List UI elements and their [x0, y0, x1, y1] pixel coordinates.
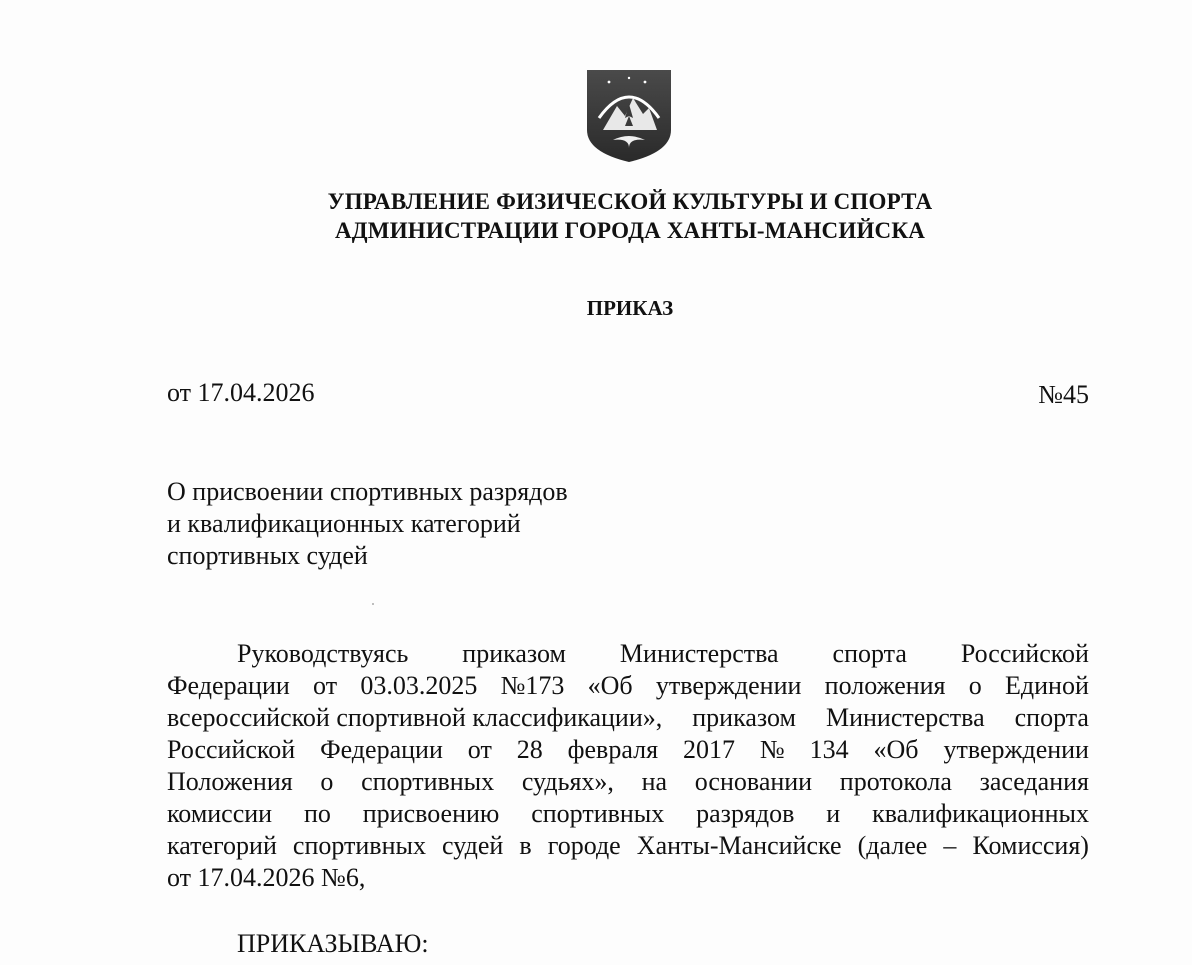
order-directive: ПРИКАЗЫВАЮ:	[237, 929, 429, 958]
body-word: «Об	[587, 671, 633, 700]
body-word: спорта	[832, 639, 907, 668]
order-subject	[167, 476, 568, 572]
body-word: приказом	[692, 703, 796, 732]
body-word: Единой	[1005, 671, 1089, 700]
body-word: №	[759, 735, 785, 764]
body-word: спортивных	[292, 831, 426, 860]
body-word: (далее	[857, 831, 928, 860]
order-date: от 17.04.2026	[167, 378, 315, 407]
body-word: всероссийской спортивной классификации»,	[167, 703, 663, 732]
order-number: №45	[1038, 380, 1089, 409]
body-line	[167, 638, 1089, 670]
body-word: Российской	[960, 639, 1089, 668]
body-word: спортивных	[361, 767, 495, 796]
body-word: заседания	[979, 767, 1089, 796]
body-word: Министерства	[825, 703, 985, 732]
body-word: протокола	[839, 767, 952, 796]
body-word: 03.03.2025	[360, 671, 478, 700]
body-word: о	[968, 671, 982, 700]
body-word: и	[826, 799, 841, 828]
body-word: спортивных	[531, 799, 665, 828]
body-word: 134	[809, 735, 849, 764]
body-line	[167, 734, 1089, 766]
body-word: Министерства	[619, 639, 779, 668]
body-word: комиссии	[167, 799, 273, 828]
body-line	[167, 798, 1089, 830]
body-word: от 17.04.2026 №6,	[167, 863, 366, 892]
org-name-line-2: АДМИНИСТРАЦИИ ГОРОДА ХАНТЫ-МАНСИЙСКА	[334, 218, 926, 243]
body-word: Комиссия)	[972, 831, 1089, 860]
body-word: присвоению	[362, 799, 500, 828]
body-word: о	[320, 767, 334, 796]
body-word: Федерации	[167, 671, 290, 700]
body-word: по	[303, 799, 331, 828]
body-word: судьях»,	[521, 767, 614, 796]
subject-line: О присвоении спортивных разрядов	[167, 477, 568, 506]
body-word: №173	[500, 671, 565, 700]
body-word: на	[641, 767, 668, 796]
body-word: Руководствуясь	[237, 639, 409, 668]
document-type: ПРИКАЗ	[586, 296, 674, 320]
coat-of-arms-icon	[585, 68, 673, 164]
body-word: Ханты-Мансийске	[636, 831, 842, 860]
body-word: «Об	[873, 735, 919, 764]
body-word: приказом	[462, 639, 566, 668]
body-word: Российской	[167, 735, 296, 764]
body-line	[167, 830, 1089, 862]
subject-line: и квалификационных категорий	[167, 509, 521, 538]
body-word: 28	[516, 735, 543, 764]
body-word: городе	[547, 831, 621, 860]
body-word: основании	[694, 767, 813, 796]
scan-speck	[372, 603, 374, 605]
body-word: Федерации	[320, 735, 443, 764]
body-word: от	[313, 671, 338, 700]
body-word: февраля	[567, 735, 659, 764]
body-word: положения	[824, 671, 946, 700]
body-word: утверждении	[655, 671, 802, 700]
body-word: от	[467, 735, 492, 764]
body-word: –	[943, 831, 957, 860]
body-line	[167, 670, 1089, 702]
body-line	[167, 766, 1089, 798]
body-word: судей	[442, 831, 504, 860]
body-word: категорий	[167, 831, 277, 860]
org-name-line-1: УПРАВЛЕНИЕ ФИЗИЧЕСКОЙ КУЛЬТУРЫ И СПОРТА	[327, 189, 933, 214]
body-line	[167, 702, 1089, 734]
body-line	[167, 862, 1089, 894]
subject-line: спортивных судей	[167, 541, 368, 570]
order-body	[167, 638, 1089, 894]
body-word: Положения	[167, 767, 293, 796]
body-word: квалификационных	[872, 799, 1089, 828]
body-word: разрядов	[696, 799, 795, 828]
body-word: 2017	[682, 735, 735, 764]
body-word: спорта	[1014, 703, 1089, 732]
body-word: утверждении	[943, 735, 1089, 764]
body-word: в	[519, 831, 532, 860]
